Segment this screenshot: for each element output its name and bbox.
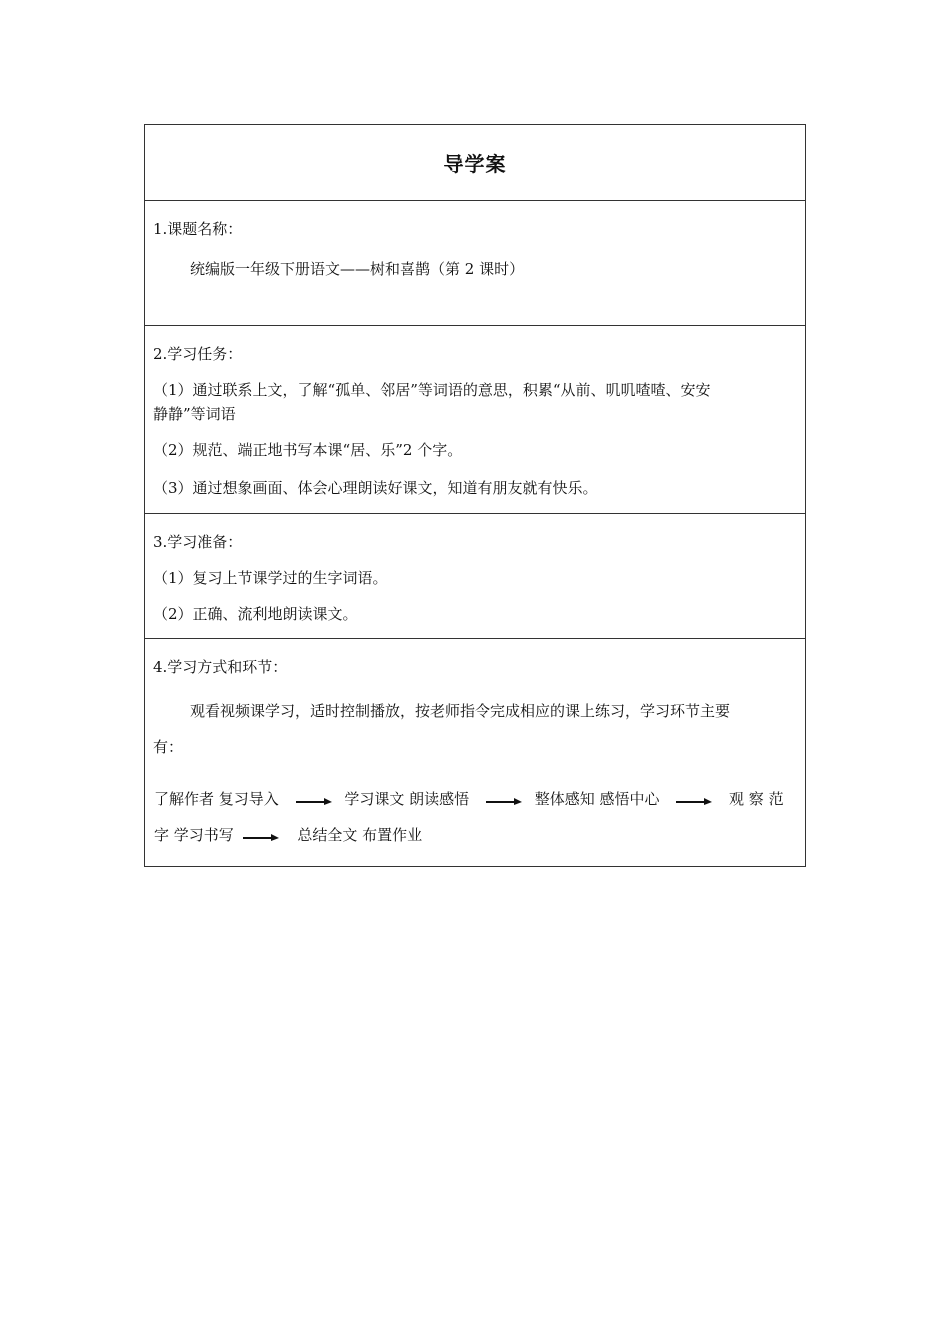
section-topic [145,201,805,326]
flow-step-3: 整体感知 感悟中心 [534,790,660,808]
guide-table [144,124,806,867]
arrow-right-icon [676,794,712,806]
flow-step-4b: 字 学习书写 [154,826,234,844]
prep-item-2: （2）正确、流利地朗读课文。 [153,605,358,623]
arrow-right-icon [296,794,332,806]
topic-text: 统编版一年级下册语文——树和喜鹊（第 2 课时） [190,260,525,278]
section-topic-heading: 1.课题名称： [153,220,243,238]
section-method [145,639,805,866]
section-tasks-heading: 2.学习任务： [153,345,243,363]
section-prep [145,514,805,639]
flow-row-1 [154,789,784,809]
task-item-2: （2）规范、端正地书写本课“居、乐”2 个字。 [153,441,463,459]
task-item-1-cont: 静静”等词语 [153,405,236,423]
page-title: 导学案 [443,152,507,176]
flow-step-2: 学习课文 朗读感悟 [344,790,470,808]
section-tasks [145,326,805,514]
flow-step-4a: 观 察 范 [729,790,784,808]
task-item-3: （3）通过想象画面、体会心理朗读好课文，知道有朋友就有快乐。 [153,479,598,497]
prep-item-1: （1）复习上节课学过的生字词语。 [153,569,388,587]
task-item-1: （1）通过联系上文，了解“孤单、邻居”等词语的意思，积累“从前、叽叽喳喳、安安 [153,381,711,399]
arrow-right-icon [243,830,279,842]
flow-step-5: 总结全文 布置作业 [297,826,423,844]
method-intro-cont: 有： [153,738,184,756]
section-method-heading: 4.学习方式和环节： [153,658,288,676]
method-intro: 观看视频课学习，适时控制播放，按老师指令完成相应的课上练习，学习环节主要 [190,702,731,720]
flow-row-2 [154,825,422,845]
flow-step-1: 了解作者 复习导入 [154,790,279,808]
section-prep-heading: 3.学习准备： [153,533,243,551]
arrow-right-icon [486,794,522,806]
title-row [145,125,805,201]
